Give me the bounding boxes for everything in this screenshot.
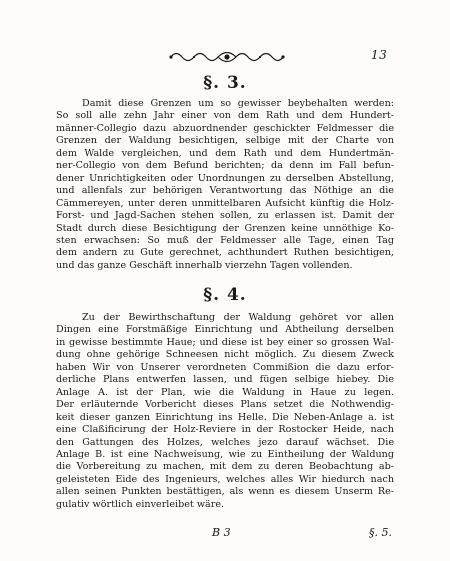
text-line: und das ganze Geschäft innerhalb vierzehn Tagen vollenden. (56, 259, 353, 271)
text-line: So soll alle zehn Jahr einer von dem Rath und dem Hundert- (56, 110, 394, 122)
text-line: und allenfals zur behörigen Verantwortung das Nöthige an die (56, 185, 394, 197)
text-line: Forst- und Jagd-Sachen stehen sollen, zu erlassen ist. Damit der (56, 210, 394, 222)
catchword: §. 5. (369, 526, 392, 539)
text-line: dener Unrichtigkeiten oder Unordnungen zu derselben Abstellung, (56, 172, 394, 184)
section-3-paragraph (56, 98, 394, 272)
text-line: haben Wir von Unserer verordneten Commißion die dazu erfor- (56, 361, 394, 373)
text-line: gulativ wörtlich einverleibet wäre. (56, 498, 225, 510)
page-number: 13 (371, 48, 388, 62)
section-4-heading: §. 4. (203, 285, 247, 305)
text-line: eine Claßificirung der Holz-Reviere in der Rostocker Heide, nach (56, 424, 394, 436)
text-line: allen seinen Punkten bestättigen, als wenn es diesem Unserm Re- (56, 486, 394, 498)
signature-mark: B 3 (212, 526, 231, 539)
section-3-heading: §. 3. (203, 73, 247, 93)
text-line: Der erläuternde Vorbericht dieses Plans setzet die Nothwendig- (56, 399, 394, 411)
headpiece-ornament (168, 48, 286, 66)
text-line: Anlage A. ist der Plan, wie die Waldung in Haue zu legen. (56, 386, 394, 398)
text-line: ner-Collegio von dem Befund berichten; da denn im Fall befun- (56, 160, 394, 172)
text-line: den Gattungen des Holzes, welches jezo darauf wächset. Die (56, 436, 394, 448)
text-line: Grenzen der Waldung besichtigen, selbige mit der Charte von (56, 135, 394, 147)
section-4-paragraph (56, 312, 394, 511)
text-line: Anlage B. ist eine Nachweisung, wie zu Eintheilung der Waldung (56, 448, 394, 460)
text-line: geleisteten Eide des Ingenieurs, welches alles Wir hiedurch nach (56, 473, 394, 485)
text-line: die Vorbereitung zu machen, mit dem zu deren Beobachtung ab- (56, 461, 394, 473)
text-line: dung ohne gehörige Schneesen nicht möglich. Zu diesem Zweck (56, 349, 394, 361)
text-line: Stadt durch diese Besichtigung der Grenzen keine unnöthige Ko- (56, 222, 394, 234)
text-line: Damit diese Grenzen um so gewisser beybehalten werden: (82, 98, 394, 109)
text-line: Dingen eine Forstmäßige Einrichtung und Abtheilung derselben (56, 324, 394, 336)
text-line: keit dieser ganzen Einrichtung ins Helle. Die Neben-Anlage a. ist (56, 411, 394, 423)
text-line: Zu der Bewirthschaftung der Waldung gehöret vor allen (82, 312, 394, 323)
text-line: dem andern zu Gute gerechnet, achthundert Ruthen besichtigen, (56, 247, 394, 259)
text-line: dem Walde vergleichen, und dem Rath und dem Hundertmän- (56, 147, 394, 159)
text-line: männer-Collegio dazu abzuordnender geschickter Feldmesser die (56, 122, 394, 134)
text-line: sten erwachsen: So muß der Feldmesser alle Tage, einen Tag (56, 234, 394, 246)
text-line: derliche Plans entwerfen lassen, und fügen selbige hiebey. Die (56, 374, 394, 386)
text-line: Cämmereyen, unter deren unmittelbaren Aufsicht künftig die Holz- (56, 197, 394, 209)
text-line: in gewisse bestimmte Haue; und diese ist bey einer so grossen Wal- (56, 336, 394, 348)
